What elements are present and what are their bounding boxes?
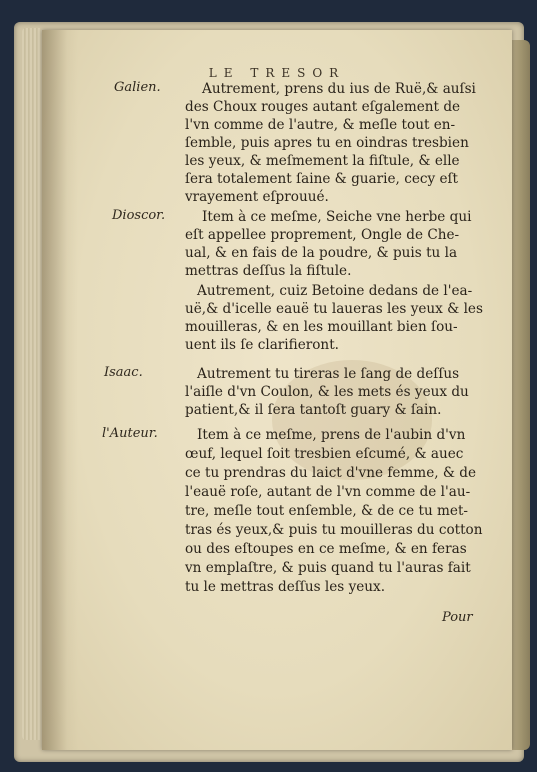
margin-note-galien: Galien. bbox=[114, 80, 161, 95]
text-line: les yeux, & meſmement la fiſtule, & elle bbox=[185, 153, 460, 169]
text-line: l'vn comme de l'autre, & meſle tout en- bbox=[185, 117, 456, 133]
text-line: œuf, lequel ſoit tresbien eſcumé, & auec bbox=[185, 446, 464, 462]
text-line: tras és yeux,& puis tu mouilleras du cotton bbox=[185, 522, 483, 538]
text-line: ual, & en fais de la poudre, & puis tu la bbox=[185, 245, 458, 261]
text-line: patient,& il ſera tantoſt guary & ſain. bbox=[185, 402, 442, 418]
catchword: Pour bbox=[442, 610, 473, 625]
text-line: l'eauë roſe, autant de l'vn comme de l'au- bbox=[185, 484, 471, 500]
text-line: Autrement, prens du ius de Ruë,& auſsi bbox=[202, 81, 476, 97]
text-line: ſemble, puis apres tu en oindras tresbien bbox=[185, 135, 469, 151]
page-gutter bbox=[42, 30, 78, 750]
text-line: ce tu prendras du laict d'vne femme, & de bbox=[185, 465, 477, 481]
margin-note-auteur: l'Auteur. bbox=[102, 426, 158, 441]
margin-note-dioscor: Dioscor. bbox=[112, 208, 166, 223]
running-title: LE TRESOR bbox=[208, 66, 346, 80]
page-stack-edge bbox=[22, 28, 40, 740]
text-line: uë,& d'icelle eauë tu laueras les yeux & les bbox=[185, 301, 483, 317]
book-page bbox=[42, 30, 512, 750]
text-line: Item à ce meſme, prens de l'aubin d'vn bbox=[197, 427, 466, 443]
text-line: des Choux rouges autant eſgalement de bbox=[185, 99, 461, 115]
text-line: Item à ce meſme, Seiche vne herbe qui bbox=[202, 209, 472, 225]
text-line: mouilleras, & en les mouillant bien ſou- bbox=[185, 319, 458, 335]
text-line: Autrement tu tireras le ſang de deſſus bbox=[197, 366, 460, 382]
text-line: l'aiſle d'vn Coulon, & les mets és yeux du bbox=[185, 384, 469, 400]
text-line: vn emplaſtre, & puis quand tu l'auras fait bbox=[185, 560, 471, 576]
text-line: ſera totalement ſaine & guarie, cecy eſt bbox=[185, 171, 459, 187]
text-line: Autrement, cuiz Betoine dedans de l'ea- bbox=[197, 283, 473, 299]
text-line: uent ils ſe clarifieront. bbox=[185, 337, 339, 353]
text-line: vrayement eſprouué. bbox=[185, 189, 329, 205]
margin-note-isaac: Isaac. bbox=[104, 365, 143, 380]
text-line: mettras deſſus la fiſtule. bbox=[185, 263, 352, 279]
text-line: ou des eſtoupes en ce meſme, & en feras bbox=[185, 541, 467, 557]
text-line: tre, meſle tout enſemble, & de ce tu met- bbox=[185, 503, 469, 519]
text-line: tu le mettras deſſus les yeux. bbox=[185, 579, 386, 595]
text-line: eſt appellee proprement, Ongle de Che- bbox=[185, 227, 460, 243]
